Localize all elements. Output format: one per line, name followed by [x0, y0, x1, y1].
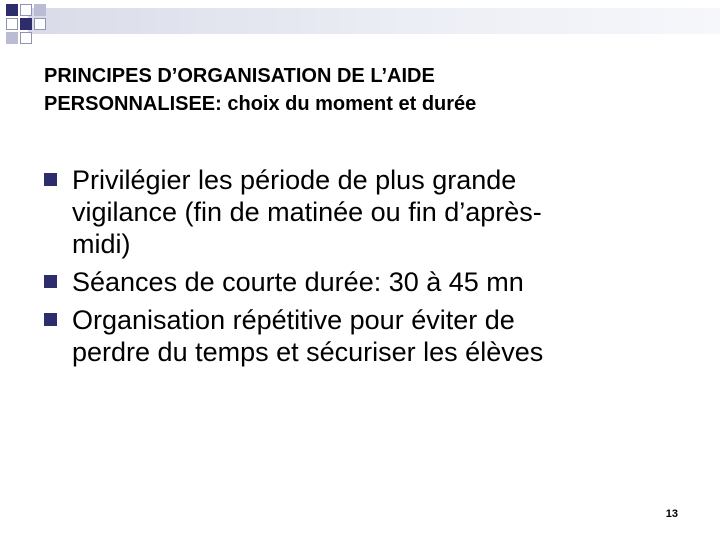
bullet-item: [44, 304, 684, 368]
deco-square: [20, 18, 32, 30]
deco-square: [34, 18, 46, 30]
header-decoration: [0, 0, 720, 44]
slide-title: [44, 62, 684, 118]
square-bullet-icon: [44, 313, 57, 326]
page-number: 13: [665, 508, 678, 520]
square-bullet-icon: [44, 173, 57, 186]
bullet-text-line: midi): [72, 229, 131, 259]
slide-title-line: PERSONNALISEE: choix du moment et durée: [44, 93, 477, 115]
bullet-text-line: vigilance (fin de matinée ou fin d’après-: [72, 197, 542, 227]
deco-square: [20, 32, 32, 44]
header-band: [28, 8, 720, 34]
bullet-item: [44, 266, 684, 298]
bullet-text-line: perdre du temps et sécuriser les élèves: [72, 337, 544, 367]
deco-square: [6, 4, 18, 16]
square-bullet-icon: [44, 275, 57, 288]
bullet-text-line: Organisation répétitive pour éviter de: [72, 305, 515, 335]
deco-square: [20, 4, 32, 16]
deco-square: [6, 18, 18, 30]
bullet-item: [44, 164, 684, 260]
bullet-text-line: Séances de courte durée: 30 à 45 mn: [72, 267, 524, 297]
bullet-list: [44, 164, 684, 374]
deco-square: [34, 4, 46, 16]
bullet-text-line: Privilégier les période de plus grande: [72, 165, 517, 195]
slide-title-line: PRINCIPES D’ORGANISATION DE L’AIDE: [44, 65, 435, 87]
deco-square: [6, 32, 18, 44]
